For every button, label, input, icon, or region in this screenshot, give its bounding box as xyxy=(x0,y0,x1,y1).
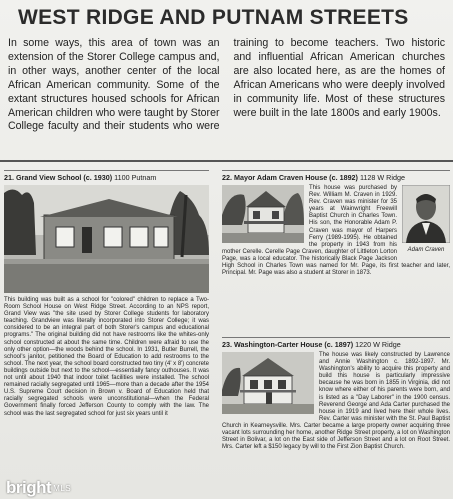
craven-house-photo xyxy=(222,185,304,246)
article-grand-view-school xyxy=(4,170,209,499)
article-body: This building was built as a school for "colored" children to replace a Two-Room School House on West Ridge Street. According to an NPS report, Grand View was "the site used by Storer College students for laboratory teaching. Grandview was literally incorporated into Storer College; it was considered to be an integral part of both Storer's campus and educational programs." The original building did not have restrooms like the whites-only school constructed at about the same time. Children were afraid to use the only other option—the woods behind the school. In 1931, Butler Burrell, the school's janitor, petitioned the Board of Education to add restrooms to the school. The next year, the school board constructed two tiny (4' x 8') concrete buildings outside but next to the school—essentially fancy outhouses. It was not until about 1940 that indoor toilet facilities were installed. The school remained racially segregated until 1965—more than a decade after the 1954 U.S. Supreme Court decision in Brown v. Board of Education held that racially segregated schools were unconstitutional—when the Federal Government finally forced Jefferson County to comply with the law. The school was the last segregated school for just six years until it xyxy=(4,297,209,417)
portrait-caption: Adam Craven xyxy=(407,247,445,254)
article-body: This house was purchased by Rev. William M. Craven in 1929. Rev. Craven was minister for 35 years at Wainwright Freewill Baptist Church in Charles Town. His son, the Honorable Adam P. Craven was mayor of Harpers Ferry (1989-1995). He obtained the property in 1943 from his mother Cerelle. Cerelle Page Craven, daughter of Littleton Lorton Page, was a local educator. The historically Black Page Jackson High School in Charles Town was named for Mr. Page, its first teacher and later, Principal. Mr. Page was also a student at Storer in 1873. xyxy=(222,185,450,277)
section-divider xyxy=(0,160,453,162)
watermark-brand: bright xyxy=(6,478,52,497)
watermark-suffix: MLS xyxy=(53,484,72,494)
article-heading-address: 1100 Putnam xyxy=(114,173,157,182)
article-heading-address: 1128 W Ridge xyxy=(359,173,405,182)
article-heading xyxy=(222,340,450,349)
article-heading-title: 22. Mayor Adam Craven House (c. 1892) xyxy=(222,173,358,182)
article-craven-house xyxy=(222,170,450,333)
article-heading-address: 1220 W Ridge xyxy=(355,340,401,349)
grand-view-school-photo xyxy=(4,185,209,293)
bright-mls-watermark xyxy=(6,478,71,498)
washington-carter-house-photo xyxy=(222,352,314,417)
article-heading-title: 21. Grand View School (c. 1930) xyxy=(4,173,113,182)
adam-craven-portrait xyxy=(402,185,450,254)
article-heading xyxy=(4,173,209,182)
article-washington-carter-house xyxy=(222,337,450,499)
page-title: WEST RIDGE AND PUTNAM STREETS xyxy=(18,6,409,29)
intro-paragraph: In some ways, this area of town was an extension of the Storer College campus and, in other ways, another center of the local African American community. Some of the extant structures housed schools for African American children who were taught by Storer College faculty and their students who were training to become teachers. Two historic and influential African American churches are also located here, as are the homes of African Americans who were deeply involved in community life. Most of these structures were built in the late 1800s and early 1900s. xyxy=(8,37,445,133)
article-heading xyxy=(222,173,450,182)
article-body: The house was likely constructed by Lawrence and Annie Washington c. 1892-1897. Mr. Washington's ability to acquire this property and build this house is particularly impressive because he was born in 1855 in Virginia, did not know where either of his parents were born, and is listed as a "Day Laborer" in the 1900 census. Reverend George and Ada Carter purchased the house in 1919 and lived here their whole lives. Rev. Carter was minister with the St. Paul Baptist Church in Kearneysville. Mrs. Carter became a large property owner acquiring three vacant lots surrounding her home, another Ridge Street property, a lot on Washington Street in Bolivar, a lot on the East side of Jefferson Street and a lot on Root Street. Mrs. Carter left a $150 legacy by will to the First Zion Baptist Church. xyxy=(222,352,450,451)
article-heading-title: 23. Washington-Carter House (c. 1897) xyxy=(222,340,354,349)
